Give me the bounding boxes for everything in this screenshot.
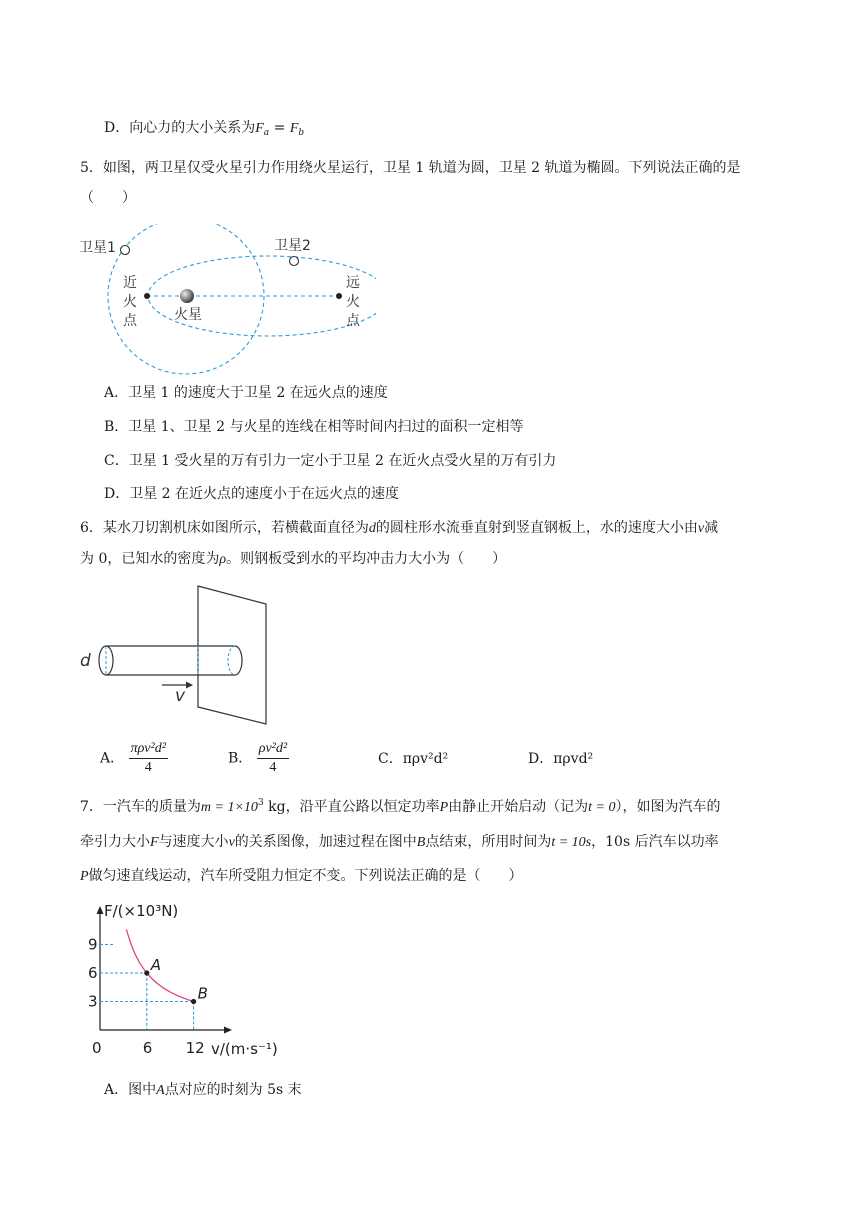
q7-text-h: 点结束，所用时间为	[425, 834, 552, 850]
mars-icon	[180, 289, 194, 303]
satellite1-label: 卫星1	[79, 240, 116, 256]
q7-text-d: ），如图为汽车的	[615, 799, 721, 815]
q6-option-b-fraction	[257, 740, 289, 777]
q7-stem-line1	[80, 793, 720, 818]
satellite2-icon	[290, 257, 299, 266]
var-v: v	[697, 521, 705, 536]
q7-t10: t = 10s	[551, 835, 592, 850]
y-tick-label: 6	[88, 964, 98, 982]
q7-power-2: P	[80, 869, 89, 884]
x-tick-label: 6	[142, 1039, 153, 1057]
q6-stem-line2	[80, 549, 506, 570]
point-a-dot	[144, 970, 149, 975]
far-label-3: 点	[346, 313, 360, 329]
q7-velocity: v	[228, 835, 235, 850]
q6-text-c: 减	[704, 520, 719, 536]
q7-kg: kg	[263, 799, 286, 815]
q5-option-c: C．卫星 1 受火星的万有引力一定小于卫星 2 在近火点受火星的万有引力	[104, 453, 557, 469]
q6-option-a-numerator: πρv²d²	[129, 740, 168, 759]
q5-option-b: B．卫星 1、卫星 2 与火星的连线在相等时间内扫过的面积一定相等	[104, 419, 524, 435]
q6-option-a-denominator: 4	[144, 760, 152, 775]
q6-option-b	[228, 740, 289, 777]
q4-option-d	[104, 118, 304, 143]
velocity-arrowhead	[186, 682, 193, 689]
var-rho: ρ	[219, 552, 227, 567]
far-label-2: 火	[346, 294, 360, 310]
q7-text-e: 牵引力大小	[80, 834, 150, 850]
q7-text-j: 做匀速直线运动，汽车所受阻力恒定不变。下列说法正确的是（ ）	[88, 868, 523, 884]
diameter-label: d	[80, 651, 91, 671]
q7-t0: t = 0	[588, 800, 616, 815]
far-label-1: 远	[346, 275, 360, 291]
satellite2-label: 卫星2	[274, 238, 311, 254]
origin-label: 0	[92, 1039, 102, 1057]
q6-text-d: 为 0，已知水的密度为	[80, 551, 220, 567]
q7-mass-exp: 3	[257, 798, 264, 808]
sub-b: b	[298, 128, 305, 138]
q6-option-a-label: A．	[100, 750, 125, 767]
sub-a: a	[263, 128, 270, 138]
q7-stem-line2	[80, 832, 719, 853]
q7-text-g: 的关系图像，加速过程在图中	[234, 834, 417, 850]
steel-plate	[198, 586, 266, 724]
q7-text-i: ，10s 后汽车以功率	[591, 834, 719, 850]
q7-option-a-text-b: 点对应的时刻为 5s 末	[164, 1082, 302, 1098]
var-d: d	[368, 521, 376, 536]
q7-text-b: ，沿平直公路以恒定功率	[285, 799, 440, 815]
near-label-2: 火	[123, 294, 137, 310]
x-tick-label: 12	[185, 1039, 205, 1057]
q6-option-a-fraction	[129, 740, 168, 777]
q7-force: F	[150, 835, 159, 850]
q6-option-d: D．πρvd²	[528, 751, 594, 767]
q7-option-a-point: A	[156, 1083, 165, 1098]
formula-fa: F	[255, 121, 264, 136]
q7-force-velocity-chart	[80, 898, 300, 1064]
formula-fb: F	[289, 121, 299, 136]
far-point-dot	[336, 293, 342, 299]
x-axis-label: v/(m·s⁻¹)	[211, 1040, 278, 1058]
q7-power: P	[439, 800, 449, 815]
q6-text-e: 。则钢板受到水的平均冲击力大小为（ ）	[226, 551, 507, 567]
velocity-label: v	[175, 686, 186, 706]
y-tick-label: 3	[88, 992, 98, 1011]
jet-left-end	[99, 646, 113, 675]
q6-option-b-denominator: 4	[269, 760, 277, 775]
q7-text-f: 与速度大小	[158, 834, 229, 850]
near-label-1: 近	[123, 275, 137, 291]
point-a-label: A	[150, 956, 162, 974]
near-point-dot	[144, 293, 150, 299]
y-axis-arrow	[97, 906, 104, 914]
q4-option-d-text: D．向心力的大小关系为	[104, 120, 256, 136]
y-axis-label: F/(×10³N)	[104, 902, 179, 920]
q5-paren: （ ）	[80, 190, 136, 206]
x-axis-arrow	[224, 1027, 232, 1034]
point-b-label: B	[197, 984, 208, 1003]
satellite1-icon	[121, 246, 130, 255]
q7-text-c: 由静止开始启动（记为	[448, 799, 589, 815]
q6-option-b-label: B．	[228, 750, 253, 767]
near-label-3: 点	[123, 313, 137, 329]
q6-text-a: 6．某水刀切割机床如图所示，若横截面直径为	[80, 520, 369, 536]
y-tick-label: 9	[88, 935, 98, 954]
q5-orbit-diagram	[76, 224, 376, 380]
equals: =	[269, 120, 290, 136]
q6-waterjet-diagram	[76, 583, 276, 727]
q7-mass: m = 1×10	[200, 800, 258, 815]
q6-stem-line1	[80, 518, 718, 539]
q7-text-a: 7．一汽车的质量为	[80, 799, 201, 815]
q6-option-c: C．πρv²d²	[378, 751, 449, 767]
q5-option-a: A．卫星 1 的速度大于卫星 2 在远火点的速度	[104, 385, 388, 401]
mars-label: 火星	[174, 307, 202, 323]
point-b-dot	[191, 999, 196, 1004]
q6-option-a	[100, 740, 168, 777]
q7-option-a	[104, 1080, 302, 1101]
q6-option-b-numerator: ρv²d²	[257, 740, 289, 759]
q5-stem: 5．如图，两卫星仅受火星引力作用绕火星运行，卫星 1 轨道为圆，卫星 2 轨道为椭圆。下列说法正确的是	[80, 160, 741, 176]
q5-option-d: D．卫星 2 在近火点的速度小于在远火点的速度	[104, 486, 400, 502]
q7-point-b: B	[416, 835, 426, 850]
q6-text-b: 的圆柱形水流垂直射到竖直钢板上，水的速度大小由	[375, 520, 698, 536]
q7-stem-line3	[80, 866, 523, 887]
q7-option-a-text-a: A．图中	[104, 1082, 157, 1098]
